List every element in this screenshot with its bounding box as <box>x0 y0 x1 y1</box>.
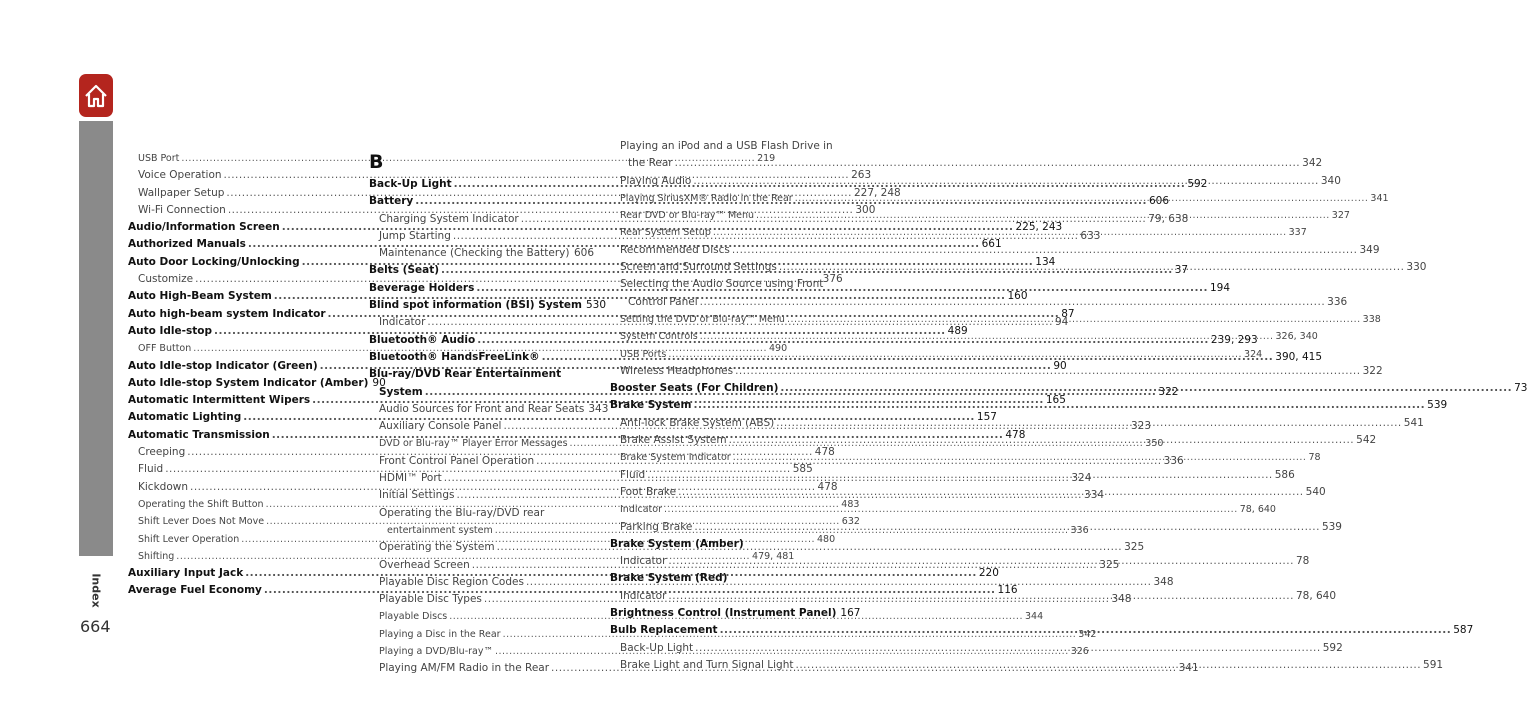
entry-page-ref[interactable]: 348 <box>1111 593 1132 606</box>
entry-page-ref[interactable]: 341 <box>1178 662 1199 675</box>
entry-page-ref[interactable]: 344 <box>1024 611 1044 623</box>
leader-dots <box>756 207 1330 224</box>
entry-label: Auto Idle-stop System Indicator (Amber) <box>128 376 369 389</box>
entry-label: Auto High-Beam System <box>128 290 272 303</box>
index-entry[interactable] <box>610 155 1323 172</box>
entry-label: Auxiliary Input Jack <box>128 567 244 580</box>
entry-page-ref[interactable]: 263 <box>851 169 872 182</box>
entry-label: Brightness Control (Instrument Panel) <box>610 607 837 620</box>
entry-label: Setting the DVD or Blu-ray™ Menu <box>620 313 785 325</box>
entry-page-ref[interactable]: 661 <box>981 238 1002 251</box>
entry-page-ref[interactable]: 530 <box>586 299 607 312</box>
home-button[interactable] <box>79 74 113 117</box>
entry-page-ref[interactable]: 539 <box>1321 520 1342 533</box>
entry-label: Front Control Panel Operation <box>379 454 535 467</box>
leader-dots <box>779 259 1405 276</box>
leader-dots <box>780 380 1512 397</box>
entry-label: Selecting the Audio Source using Front <box>620 278 824 291</box>
entry-page-ref[interactable]: 324 <box>1071 472 1092 485</box>
entry-page-ref[interactable]: 348 <box>1153 575 1174 588</box>
entry-page-ref[interactable]: 165 <box>1045 394 1066 407</box>
entry-label: Auto Idle-stop Indicator (Green) <box>128 359 318 372</box>
entry-page-ref[interactable]: 542 <box>1356 434 1377 447</box>
entry-page-ref[interactable]: 337 <box>1288 227 1307 239</box>
entry-page-ref[interactable]: 239, 293 <box>1210 333 1258 346</box>
leader-dots <box>700 328 1274 345</box>
entry-label: Automatic Lighting <box>128 411 242 424</box>
entry-page-ref[interactable]: 225, 243 <box>1015 221 1063 234</box>
leader-dots <box>693 397 1425 414</box>
entry-label: Voice Operation <box>138 169 222 182</box>
entry-page-ref[interactable]: 134 <box>1035 255 1056 268</box>
home-icon <box>82 82 110 110</box>
entry-page-ref[interactable]: 116 <box>997 584 1018 597</box>
index-entry <box>369 505 594 522</box>
entry-label: Creeping <box>138 446 186 459</box>
entry-label: Playable Disc Types <box>379 593 482 606</box>
entry-page-ref[interactable]: 349 <box>1359 243 1380 256</box>
entry-page-ref[interactable]: 478 <box>1005 428 1026 441</box>
leader-dots <box>735 363 1361 380</box>
entry-label: Wallpaper Setup <box>138 186 225 199</box>
entry-label: System <box>379 385 423 398</box>
entry-page-ref[interactable]: 587 <box>1453 624 1474 637</box>
entry-page-ref[interactable]: 338 <box>1362 313 1381 325</box>
entry-label: Indicator <box>620 555 667 568</box>
entry-label: Auxiliary Console Panel <box>379 420 502 433</box>
entry-label: Auto high-beam system Indicator <box>128 307 326 320</box>
entry-page-ref[interactable]: 489 <box>947 324 968 337</box>
entry-page-ref[interactable]: 342 <box>1302 157 1323 170</box>
entry-page-ref[interactable]: 585 <box>792 463 813 476</box>
entry-label: System Controls <box>620 331 698 343</box>
leader-dots <box>795 190 1369 207</box>
entry-label: Shift Lever Operation <box>138 533 240 545</box>
entry-label: Parking Brake <box>620 520 693 533</box>
entry-page-ref[interactable]: 479, 481 <box>752 550 795 562</box>
entry-label: Charging System Indicator <box>379 212 519 225</box>
entry-page-ref[interactable]: 478 <box>817 480 838 493</box>
entry-label: Auto Idle-stop <box>128 324 212 337</box>
entry-page-ref[interactable]: 591 <box>1423 658 1444 671</box>
entry-page-ref[interactable]: 300 <box>855 203 876 216</box>
leader-dots <box>647 467 1273 484</box>
index-entry[interactable] <box>369 297 607 314</box>
index-entry <box>369 366 594 383</box>
entry-page-ref[interactable]: 350 <box>1145 438 1164 450</box>
entry-page-ref[interactable]: 322 <box>1158 385 1179 398</box>
entry-label: Blu-ray/DVD Rear Entertainment <box>369 368 562 381</box>
entry-page-ref[interactable]: 324 <box>1244 348 1263 360</box>
entry-page-ref[interactable]: 37 <box>1174 264 1189 277</box>
index-entry <box>610 570 835 587</box>
entry-page-ref[interactable]: 586 <box>1274 468 1295 481</box>
entry-label: Playable Disc Region Codes <box>379 575 524 588</box>
entry-page-ref[interactable]: 336 <box>1163 454 1184 467</box>
page-number: 664 <box>80 617 111 636</box>
entry-label: OFF Button <box>138 343 192 355</box>
entry-label: Average Fuel Economy <box>128 584 262 597</box>
index-entry <box>610 138 835 155</box>
index-entry[interactable] <box>128 461 813 478</box>
entry-page-ref[interactable]: 167 <box>840 607 861 620</box>
entry-label: Control Panel <box>628 295 698 308</box>
entry-label: Brake System (Amber) <box>610 537 744 550</box>
entry-page-ref[interactable]: 326 <box>1070 646 1089 658</box>
entry-page-ref[interactable]: 606 <box>573 247 594 260</box>
entry-label: Auto Door Locking/Unlocking <box>128 255 300 268</box>
entry-page-ref[interactable]: 541 <box>1403 416 1424 429</box>
entry-label: Operating the System <box>379 541 495 554</box>
entry-label: Bluetooth® Audio <box>369 333 476 346</box>
entry-label: Jump Starting <box>379 229 451 242</box>
entry-page-ref[interactable]: 342 <box>1078 628 1097 640</box>
entry-page-ref[interactable]: 157 <box>976 411 997 424</box>
entry-page-ref[interactable]: 327 <box>1331 210 1350 222</box>
entry-page-ref[interactable]: 87 <box>1061 307 1075 320</box>
entry-page-ref[interactable]: 390, 415 <box>1275 350 1323 363</box>
leader-dots <box>668 346 1242 363</box>
section-letter: B <box>369 151 384 173</box>
entry-page-ref[interactable]: 227, 248 <box>853 186 901 199</box>
entry-label: Rear System Setup <box>620 227 711 239</box>
entry-page-ref[interactable]: 539 <box>1427 399 1448 412</box>
entry-page-ref[interactable]: 343 <box>588 402 609 415</box>
leader-dots <box>693 173 1319 190</box>
entry-label: Bluetooth® HandsFreeLink® <box>369 350 540 363</box>
index-entry[interactable] <box>369 245 594 262</box>
entry-label: Playing Audio <box>620 174 692 187</box>
entry-page-ref[interactable]: 336 <box>1327 295 1348 308</box>
entry-label: Brake Assist System <box>620 434 727 447</box>
entry-label: Rear DVD or Blu-ray™ Menu <box>620 210 755 222</box>
entry-page-ref[interactable]: 632 <box>841 516 860 528</box>
entry-page-ref[interactable]: 341 <box>1370 192 1389 204</box>
entry-page-ref[interactable]: 326, 340 <box>1275 331 1318 343</box>
leader-dots <box>668 553 1294 570</box>
entry-label: Automatic Intermittent Wipers <box>128 394 311 407</box>
entry-label: Indicator <box>620 589 667 602</box>
entry-label: Back-Up Light <box>369 178 452 190</box>
index-entry[interactable] <box>128 375 386 392</box>
leader-dots <box>732 242 1358 259</box>
entry-page-ref[interactable]: 73 <box>1514 382 1527 395</box>
entry-label: Brake System Indicator <box>620 452 731 464</box>
index-entry <box>610 536 835 553</box>
entry-label: HDMI™ Port <box>379 472 442 485</box>
entry-page-ref[interactable]: 592 <box>1187 178 1208 190</box>
entry-page-ref[interactable]: 330 <box>1406 261 1427 274</box>
entry-page-ref[interactable]: 376 <box>822 273 843 286</box>
entry-label: Fluid <box>138 463 164 476</box>
entry-page-ref[interactable]: 633 <box>1080 229 1101 242</box>
entry-label: Back-Up Light <box>620 641 694 654</box>
entry-page-ref[interactable]: 606 <box>1148 195 1169 208</box>
entry-label: Anti-lock Brake System (ABS) <box>620 416 775 429</box>
entry-page-ref[interactable]: 340 <box>1320 174 1341 187</box>
entry-label: Playing SiriusXM® Radio in the Rear <box>620 192 793 204</box>
entry-label: Indicator <box>620 504 662 516</box>
entry-label: USB Ports <box>620 348 667 360</box>
entry-label: Shifting <box>138 550 175 562</box>
entry-page-ref[interactable]: 90 <box>1053 359 1067 372</box>
leader-dots <box>796 657 1422 674</box>
entry-page-ref[interactable]: 160 <box>1007 290 1028 303</box>
index-side-bar <box>79 121 113 556</box>
entry-label: Recommended Discs <box>620 243 730 256</box>
entry-label: Operating the Shift Button <box>138 498 264 510</box>
entry-page-ref[interactable]: 483 <box>841 498 860 510</box>
entry-label: Wireless Headphones <box>620 364 734 377</box>
entry-page-ref[interactable]: 325 <box>1124 541 1145 554</box>
entry-label: the Rear <box>628 157 673 170</box>
entry-page-ref[interactable]: 78 <box>1295 555 1310 568</box>
entry-label: Playing AM/FM Radio in the Rear <box>379 662 550 675</box>
leader-dots <box>678 484 1304 501</box>
leader-dots <box>776 415 1402 432</box>
leader-dots <box>675 155 1301 172</box>
leader-dots <box>713 224 1287 241</box>
entry-label: Customize <box>138 273 194 286</box>
entry-label: Battery <box>369 195 414 208</box>
entry-label: Brake System (Red) <box>610 572 728 585</box>
entry-page-ref[interactable]: 480 <box>817 533 836 545</box>
leader-dots <box>664 501 1238 518</box>
entry-page-ref[interactable]: 322 <box>1362 364 1383 377</box>
entry-page-ref[interactable]: 592 <box>1322 641 1343 654</box>
entry-label: Booster Seats (For Children) <box>610 382 779 395</box>
leader-dots <box>729 432 1355 449</box>
entry-label: Foot Brake <box>620 485 677 498</box>
entry-label: Maintenance (Checking the Battery) <box>379 247 570 260</box>
index-entry[interactable] <box>369 401 609 418</box>
entry-page-ref[interactable]: 90 <box>372 376 386 389</box>
entry-page-ref[interactable]: 336 <box>1070 524 1089 536</box>
entry-page-ref[interactable]: 323 <box>1131 420 1152 433</box>
entry-label: Beverage Holders <box>369 281 475 294</box>
entry-label: Authorized Manuals <box>128 238 246 251</box>
entry-label: Playing an iPod and a USB Flash Drive in <box>620 140 833 152</box>
entry-label: Playable Discs <box>379 611 448 623</box>
entry-label: Screen and Surround Settings <box>620 261 777 274</box>
leader-dots <box>694 519 1320 536</box>
entry-label: Audio Sources for Front and Rear Seats <box>379 402 585 415</box>
entry-label: Playing a Disc in the Rear <box>379 628 501 640</box>
entry-label: entertainment system <box>387 524 493 536</box>
entry-page-ref[interactable]: 78, 640 <box>1295 589 1337 602</box>
leader-dots <box>720 622 1452 639</box>
index-entry[interactable] <box>610 605 861 622</box>
entry-label: Automatic Transmission <box>128 428 270 441</box>
entry-page-ref[interactable]: 78, 640 <box>1239 504 1276 516</box>
entry-page-ref[interactable]: 325 <box>1099 558 1120 571</box>
entry-label: Audio/Information Screen <box>128 221 280 234</box>
entry-page-ref[interactable]: 219 <box>757 153 776 164</box>
entry-page-ref[interactable]: 490 <box>768 343 788 355</box>
entry-label: Initial Settings <box>379 489 455 502</box>
entry-label: Indicator <box>379 316 426 329</box>
entry-page-ref[interactable]: 194 <box>1210 281 1231 294</box>
leader-dots <box>700 294 1326 311</box>
leader-dots <box>733 449 1307 466</box>
entry-label: Brake System <box>610 399 692 412</box>
index-entry <box>610 276 835 293</box>
entry-label: DVD or Blu-ray™ Player Error Messages <box>379 438 568 450</box>
entry-label: Fluid <box>620 468 646 481</box>
entry-label: Playing a DVD/Blu-ray™ <box>379 646 493 658</box>
index-tab-label: Index <box>89 572 103 608</box>
entry-page-ref[interactable]: 540 <box>1305 485 1326 498</box>
entry-label: USB Port <box>138 153 180 164</box>
index-entry[interactable] <box>610 346 1263 363</box>
entry-label: Operating the Blu-ray/DVD rear <box>379 506 545 519</box>
entry-label: Belts (Seat) <box>369 264 440 277</box>
entry-page-ref[interactable]: 79, 638 <box>1148 212 1189 225</box>
entry-page-ref[interactable]: 334 <box>1084 489 1105 502</box>
entry-page-ref[interactable]: 78 <box>1308 452 1321 464</box>
entry-label: Blind spot information (BSI) System <box>369 299 582 312</box>
leader-dots <box>695 640 1321 657</box>
entry-label: Brake Light and Turn Signal Light <box>620 658 794 671</box>
leader-dots <box>787 311 1361 328</box>
entry-label: Wi-Fi Connection <box>138 203 226 216</box>
entry-label: Overhead Screen <box>379 558 470 571</box>
entry-label: Bulb Replacement <box>610 624 718 637</box>
entry-page-ref[interactable]: 94 <box>1054 316 1069 329</box>
entry-page-ref[interactable]: 478 <box>814 446 835 459</box>
leader-dots <box>668 588 1294 605</box>
entry-label: Kickdown <box>138 480 188 493</box>
entry-label: Shift Lever Does Not Move <box>138 516 265 528</box>
entry-page-ref[interactable]: 220 <box>978 567 999 580</box>
